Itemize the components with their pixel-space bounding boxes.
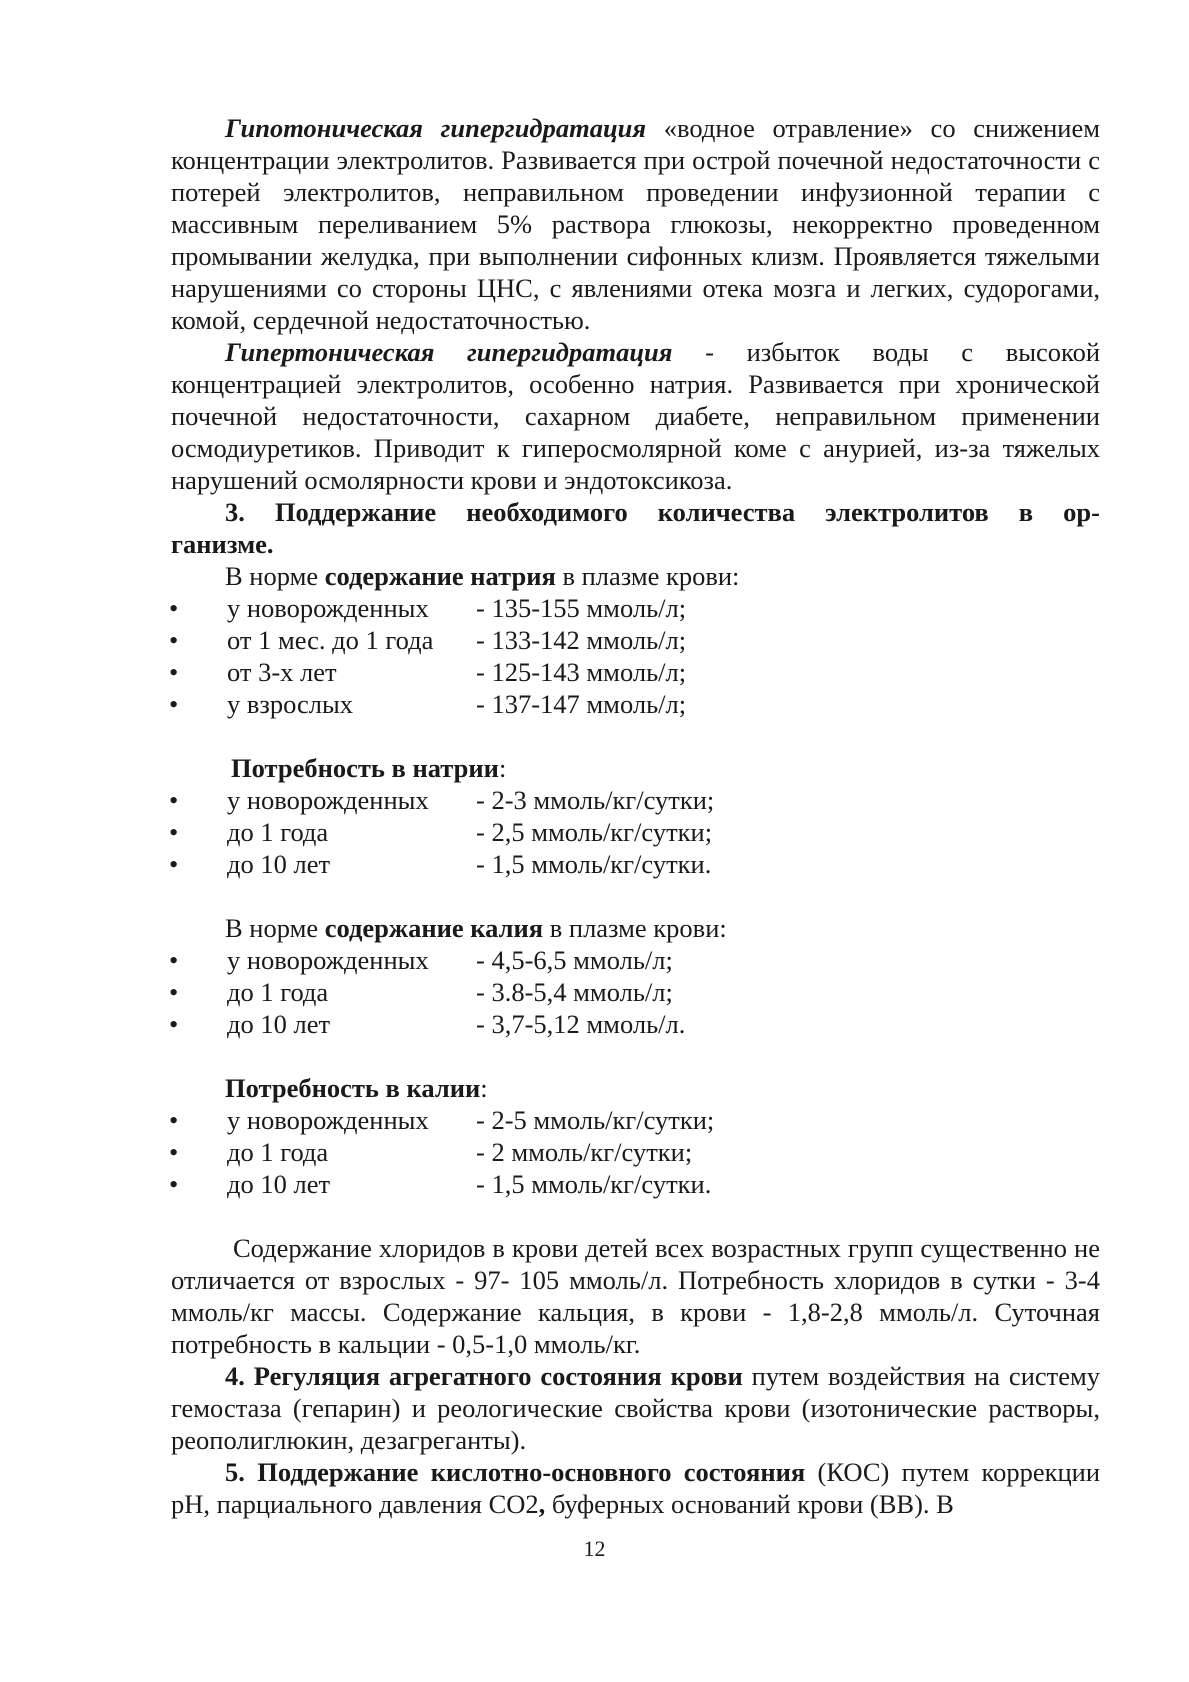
bullet-icon: • [169, 785, 179, 815]
list-item-label: у новорожденных [227, 1105, 429, 1135]
list-item-label: до 10 лет [227, 849, 331, 879]
intro-text-end: в плазме крови: [555, 561, 740, 591]
bullet-icon: • [169, 593, 179, 623]
list-item-label: у новорожденных [227, 945, 429, 975]
potassium-need-title [171, 1072, 1100, 1104]
hypertonic-description: - избыток воды с высокой концентрацией электролитов, особенно натрия. Развивается при хронической почечной недостаточности, сахарном диабете, неправильном применении осмодиуретиков. Приводит к гиперосмолярной коме с анурией, из-за тяжелых нарушений осмолярности крови и эндотоксикоза. [171, 337, 1100, 495]
bullet-icon: • [169, 1105, 179, 1135]
section-5-heading: 5. Поддержание кислотно-основного состояния [225, 1457, 806, 1487]
section-4-text: путем воздействия на систему гемостаза (гепарин) и реологические свойства крови (изотонические растворы, реополиглюкин, дезагреганты). [171, 1361, 1101, 1455]
section-4-heading: 4. Регуляция агрегатного состояния крови [225, 1361, 743, 1391]
hypotonic-description: «водное отравление» со снижением концентрации электролитов. Развивается при острой почечной недостаточности с потерей электролитов, неправильном проведении инфузионной терапии с массивным переливанием 5% раствора глюкозы, некорректно проведенном промывании желудка, при выполнении сифонных клизм. Проявляется тяжелыми нарушениями со стороны ЦНС, с явлениями отека мозга и легких, судорогами, комой, сердечной недостаточностью. [171, 113, 1101, 335]
term-hypotonic-hyperhydration: Гипотоническая гипергидратация [225, 113, 647, 143]
page-number: 12 [583, 1536, 606, 1561]
bullet-icon: • [169, 817, 179, 847]
list-item [171, 784, 1100, 816]
section-5-text-end: буферных оснований крови (ВВ). В [545, 1489, 954, 1519]
potassium-need-term: Потребность в калии [225, 1073, 481, 1103]
paragraph-hypotonic-hyperhydration [171, 112, 1100, 336]
list-item-value: - 2-5 ммоль/кг/сутки; [476, 1105, 715, 1135]
intro-text-end: в плазме крови: [543, 913, 727, 943]
paragraph-section-5 [171, 1456, 1100, 1520]
list-item-label: до 10 лет [227, 1009, 331, 1039]
list-item-label: от 3-х лет [227, 657, 337, 687]
paragraph-hypertonic-hyperhydration [171, 336, 1100, 496]
page-body [171, 112, 1100, 1520]
list-item [171, 976, 1100, 1008]
list-item-label: у взрослых [227, 689, 354, 719]
section-5-comma: , [538, 1489, 546, 1519]
potassium-need-list [171, 1104, 1100, 1200]
list-item [171, 688, 1100, 720]
list-item [171, 624, 1100, 656]
list-item-label: у новорожденных [227, 785, 429, 815]
list-item [171, 816, 1100, 848]
list-item-value: - 1,5 ммоль/кг/сутки. [476, 1169, 712, 1199]
list-item-label: до 1 года [227, 1137, 329, 1167]
list-item-label: до 1 года [227, 817, 329, 847]
potassium-content-list [171, 944, 1100, 1040]
list-item-label: до 10 лет [227, 1169, 331, 1199]
term-hypertonic-hyperhydration: Гипертоническая гипергидратация [225, 337, 673, 367]
spacer [171, 1200, 1100, 1232]
list-item [171, 1136, 1100, 1168]
bullet-icon: • [169, 1169, 179, 1199]
list-item-value: - 125-143 ммоль/л; [476, 657, 687, 687]
list-item-value: - 2,5 ммоль/кг/сутки; [476, 817, 713, 847]
list-item-value: - 4,5-6,5 ммоль/л; [476, 945, 673, 975]
list-item-value: - 3.8-5,4 ммоль/л; [476, 977, 673, 1007]
list-item-label: от 1 мес. до 1 года [227, 625, 434, 655]
list-item-value: - 133-142 ммоль/л; [476, 625, 687, 655]
sodium-content-intro [171, 560, 1100, 592]
list-item-label: у новорожденных [227, 593, 429, 623]
paragraph-section-4 [171, 1360, 1100, 1456]
intro-text: В норме [225, 913, 325, 943]
section-5-text: (КОС) путем коррекции рН, парциального давления СО2 [171, 1457, 1101, 1519]
sodium-need-title [171, 752, 1100, 784]
list-item [171, 1168, 1100, 1200]
list-item-value: - 137-147 ммоль/л; [476, 689, 687, 719]
list-item [171, 592, 1100, 624]
bullet-icon: • [169, 945, 179, 975]
bullet-icon: • [169, 977, 179, 1007]
bullet-icon: • [169, 1137, 179, 1167]
sodium-content-term: содержание натрия [324, 561, 556, 591]
list-item [171, 656, 1100, 688]
bullet-icon: • [169, 689, 179, 719]
section-3-heading: 3. Поддержание необходимого количества электролитов в ор- [225, 497, 1100, 527]
bullet-icon: • [169, 625, 179, 655]
list-item-value: - 1,5 ммоль/кг/сутки. [476, 849, 712, 879]
list-item [171, 1008, 1100, 1040]
potassium-content-intro [171, 912, 1100, 944]
title-colon: : [480, 1073, 488, 1103]
list-item [171, 944, 1100, 976]
list-item-value: - 3,7-5,12 ммоль/л. [476, 1009, 686, 1039]
sodium-content-list [171, 592, 1100, 720]
bullet-icon: • [169, 657, 179, 687]
paragraph-chlorides: Содержание хлоридов в крови детей всех возрастных групп существенно не отличается от взрослых - 97- 105 ммоль/л. Потребность хлоридов в сутки - 3-4 ммоль/кг массы. Содержание кальция, в крови - 1,8-2,8 ммоль/л. Суточная потребность в кальции - 0,5-1,0 ммоль/кг. [171, 1233, 1100, 1359]
potassium-content-term: содержание калия [324, 913, 544, 943]
list-item-value: - 2 ммоль/кг/сутки; [476, 1137, 693, 1167]
list-item-label: до 1 года [227, 977, 329, 1007]
title-colon: : [498, 753, 507, 783]
list-item [171, 848, 1100, 880]
sodium-need-term: Потребность в натрии [231, 753, 499, 783]
intro-text: В норме [225, 561, 325, 591]
section-3-heading-continued: ганизме. [171, 529, 274, 559]
spacer [171, 880, 1100, 912]
spacer [171, 1040, 1100, 1072]
list-item-value: - 135-155 ммоль/л; [476, 593, 687, 623]
list-item-value: - 2-3 ммоль/кг/сутки; [476, 785, 715, 815]
list-item [171, 1104, 1100, 1136]
bullet-icon: • [169, 849, 179, 879]
sodium-need-list [171, 784, 1100, 880]
bullet-icon: • [169, 1009, 179, 1039]
spacer [171, 720, 1100, 752]
